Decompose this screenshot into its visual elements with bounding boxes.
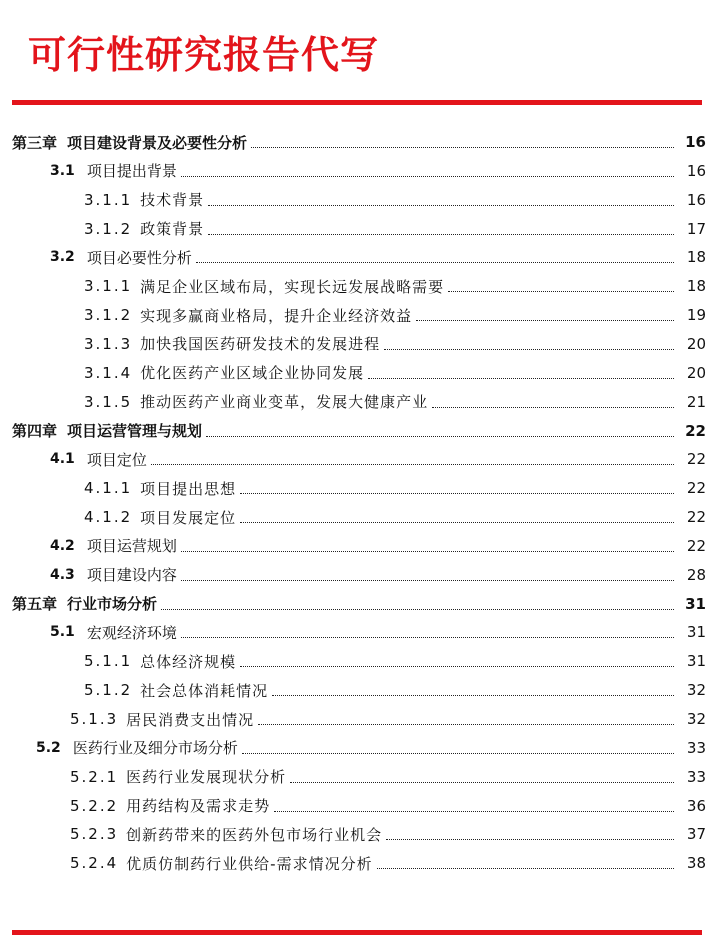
toc-entry[interactable]	[84, 217, 714, 241]
toc-entry-number: 第五章	[12, 595, 58, 614]
dot-leader	[208, 204, 674, 206]
toc-entry[interactable]	[84, 649, 714, 673]
toc-entry-page: 37	[686, 825, 706, 844]
toc-entry-page: 22	[686, 479, 706, 498]
top-divider	[12, 100, 702, 105]
dot-leader	[181, 175, 674, 177]
toc-entry-title: 推动医药产业商业变革，发展大健康产业	[140, 393, 429, 412]
toc-entry-number: 3.1.4	[84, 363, 133, 382]
toc-entry-title: 项目定位	[86, 450, 147, 469]
dot-leader	[386, 838, 674, 840]
toc-entry-title: 政策背景	[140, 220, 205, 239]
dot-leader	[151, 463, 674, 465]
toc-entry[interactable]	[84, 361, 714, 385]
toc-entry[interactable]	[50, 447, 714, 471]
toc-entry-number: 4.2	[50, 537, 75, 554]
toc-entry-page: 38	[686, 854, 706, 873]
toc-entry-page: 16	[686, 161, 706, 180]
dot-leader	[240, 665, 674, 667]
toc-entry-title: 创新药带来的医药外包市场行业机会	[126, 825, 383, 844]
dot-leader	[181, 636, 674, 638]
toc-entry[interactable]	[84, 332, 714, 356]
toc-entry-page: 36	[686, 796, 706, 815]
dot-leader	[274, 810, 674, 812]
toc-entry[interactable]	[84, 476, 714, 500]
toc-entry-number: 3.1.3	[84, 334, 133, 353]
toc-entry-title: 社会总体消耗情况	[140, 681, 269, 700]
toc-entry[interactable]	[84, 390, 714, 414]
toc-entry[interactable]	[70, 851, 714, 875]
toc-entry[interactable]	[70, 822, 714, 846]
toc-entry-title: 项目运营规划	[86, 537, 177, 556]
toc-entry-number: 5.1.1	[84, 652, 133, 671]
toc-entry[interactable]	[70, 707, 714, 731]
toc-entry[interactable]	[84, 188, 714, 212]
toc-entry[interactable]	[70, 794, 714, 818]
toc-entry-title: 技术背景	[140, 191, 205, 210]
toc-entry-title: 项目提出背景	[86, 162, 177, 181]
toc-entry[interactable]	[12, 592, 714, 616]
toc-entry-page: 33	[686, 767, 706, 786]
dot-leader	[448, 290, 674, 292]
dot-leader	[181, 579, 674, 581]
toc-entry-page: 22	[686, 508, 706, 527]
toc-entry-title: 居民消费支出情况	[126, 710, 255, 729]
toc-entry[interactable]	[50, 620, 714, 644]
toc-entry-page: 18	[686, 277, 706, 296]
toc-entry-page: 19	[686, 306, 706, 325]
toc-entry-page: 32	[686, 681, 706, 700]
toc-entry-number: 第三章	[12, 133, 58, 152]
toc-entry-page: 16	[685, 133, 706, 151]
toc-entry-number: 3.1.5	[84, 392, 133, 411]
toc-entry-page: 22	[686, 450, 706, 469]
toc-entry-page: 31	[686, 652, 706, 671]
dot-leader	[377, 867, 674, 869]
toc-entry-page: 31	[685, 594, 706, 613]
toc-entry-title: 医药行业发展现状分析	[126, 768, 287, 787]
dot-leader	[240, 492, 674, 494]
toc-entry-title: 项目建设内容	[86, 566, 177, 585]
toc-entry-title: 加快我国医药研发技术的发展进程	[140, 335, 381, 354]
toc-entry-page: 20	[686, 363, 706, 382]
toc-entry-number: 5.2.2	[70, 796, 119, 815]
dot-leader	[181, 550, 674, 552]
toc-entry[interactable]	[12, 130, 714, 154]
toc-entry-number: 第四章	[12, 422, 58, 440]
toc-entry-number: 5.2.1	[70, 767, 119, 786]
toc-entry-title: 项目运营管理与规划	[67, 422, 203, 440]
toc-entry-page: 33	[686, 738, 706, 757]
toc-entry[interactable]	[84, 303, 714, 327]
toc-entry-page: 18	[686, 248, 706, 267]
toc-entry-number: 3.1.2	[84, 219, 133, 238]
dot-leader	[368, 377, 674, 379]
dot-leader	[208, 233, 674, 235]
toc-entry-page: 32	[686, 710, 706, 728]
toc-entry-number: 4.1	[50, 451, 75, 468]
toc-entry-number: 4.3	[50, 566, 75, 583]
toc-entry-page: 21	[686, 392, 706, 411]
toc-entry[interactable]	[50, 245, 714, 269]
toc-entry[interactable]	[50, 563, 714, 587]
toc-entry-title: 项目提出思想	[140, 479, 237, 498]
dot-leader	[416, 319, 674, 321]
dot-leader	[258, 723, 674, 725]
dot-leader	[432, 406, 674, 408]
toc-entry-page: 16	[686, 190, 706, 209]
toc-entry[interactable]	[84, 274, 714, 298]
toc-entry-title: 医药行业及细分市场分析	[72, 739, 238, 758]
dot-leader	[196, 261, 674, 263]
document-title: 可行性研究报告代写	[28, 33, 380, 77]
toc-entry[interactable]	[70, 765, 714, 789]
toc-entry-number: 3.1.2	[84, 306, 133, 325]
toc-entry-title: 满足企业区域布局，实现长远发展战略需要	[140, 277, 445, 296]
toc-entry-number: 3.1.1	[84, 277, 133, 296]
toc-entry-title: 实现多赢商业格局，提升企业经济效益	[140, 306, 413, 325]
toc-entry-number: 5.1.2	[84, 681, 133, 700]
toc-entry-title: 总体经济规模	[140, 652, 237, 671]
toc-entry-page: 28	[686, 565, 706, 584]
toc-entry-page: 20	[686, 334, 706, 353]
toc-entry-number: 5.1	[50, 624, 75, 641]
toc-entry-number: 5.2.3	[70, 825, 119, 844]
toc-entry-page: 22	[686, 536, 706, 555]
toc-entry-number: 4.1.2	[84, 508, 133, 527]
toc-entry-page: 17	[686, 219, 706, 238]
dot-leader	[272, 694, 674, 696]
toc-entry-title: 项目发展定位	[140, 508, 237, 527]
toc-entry-page: 22	[685, 421, 706, 440]
toc-entry-title: 优化医药产业区域企业协同发展	[140, 364, 365, 383]
toc-entry-number: 3.2	[50, 249, 75, 266]
toc-entry-title: 项目必要性分析	[86, 248, 192, 267]
toc-entry-title: 优质仿制药行业供给-需求情况分析	[126, 854, 373, 873]
toc-entry[interactable]	[50, 159, 714, 183]
toc-entry-number: 4.1.1	[84, 479, 133, 498]
dot-leader	[384, 348, 674, 350]
toc-entry-title: 项目建设背景及必要性分析	[67, 133, 248, 152]
dot-leader	[240, 521, 674, 523]
dot-leader	[242, 752, 674, 754]
toc-entry-number: 3.1	[50, 162, 75, 179]
toc-entry-number: 5.1.3	[70, 710, 119, 728]
toc-entry-number: 5.2.4	[70, 854, 119, 873]
toc-entry[interactable]	[36, 736, 714, 760]
toc-entry[interactable]	[50, 534, 714, 558]
toc-entry[interactable]	[84, 678, 714, 702]
toc-entry[interactable]	[12, 419, 714, 443]
toc-entry[interactable]	[84, 505, 714, 529]
dot-leader	[161, 608, 674, 610]
toc-entry-number: 5.2	[36, 739, 61, 756]
toc-entry-title: 行业市场分析	[67, 595, 158, 614]
dot-leader	[206, 435, 674, 437]
toc-entry-number: 3.1.1	[84, 190, 133, 209]
dot-leader	[290, 781, 674, 783]
toc-entry-title: 用药结构及需求走势	[126, 797, 271, 816]
dot-leader	[251, 146, 674, 148]
bottom-divider	[12, 930, 702, 935]
toc-entry-title: 宏观经济环境	[86, 623, 177, 642]
toc-entry-page: 31	[686, 623, 706, 642]
